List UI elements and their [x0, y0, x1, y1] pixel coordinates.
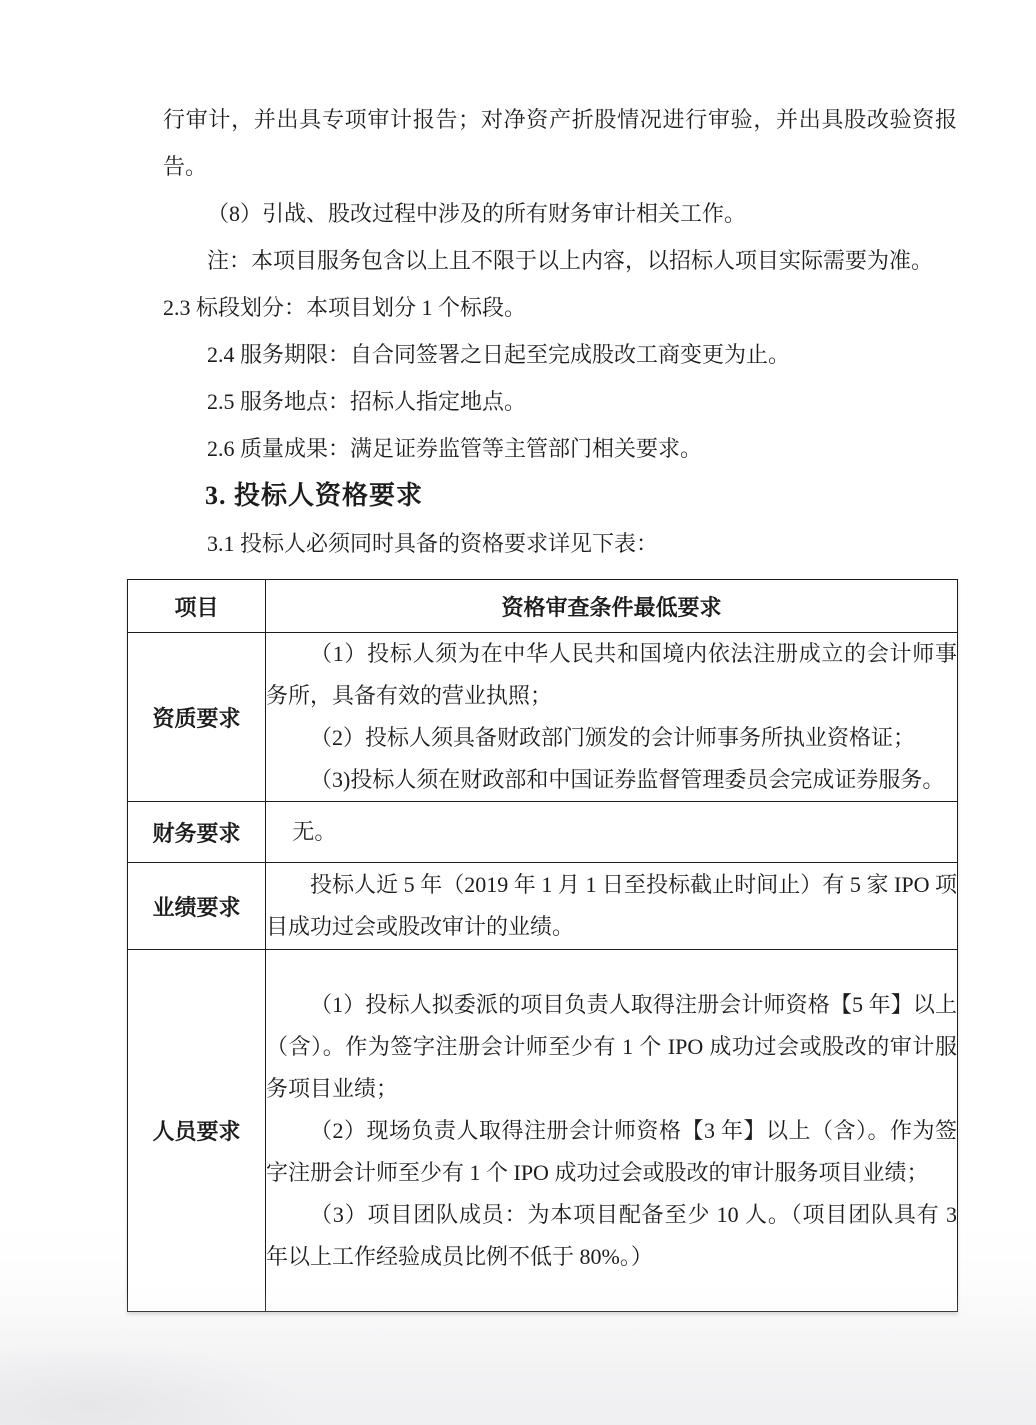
requirement-line: （2）现场负责人取得注册会计师资格【3 年】以上（含）。作为签字注册会计师至少有 1 个 IPO 成功过会或股改的审计服务项目业绩；: [266, 1117, 957, 1185]
paragraph-2-4: 2.4 服务期限：自合同签署之日起至完成股改工商变更为止。: [207, 342, 791, 367]
row-label-finance: 财务要求: [128, 802, 266, 863]
paragraph-2-3: 2.3 标段划分：本项目划分 1 个标段。: [163, 295, 527, 320]
paragraph-continuation: 行审计，并出具专项审计报告；对净资产折股情况进行审验，并出具股改验资报告。: [163, 107, 957, 179]
requirement-line: 投标人近 5 年（2019 年 1 月 1 日至投标截止时间止）有 5 家 IPO 项目成功过会或股改审计的业绩。: [266, 872, 957, 939]
requirement-line: （1）投标人须为在中华人民共和国境内依法注册成立的会计师事务所，具备有效的营业执照；: [266, 641, 957, 708]
table-row-finance: [128, 802, 958, 863]
table-row-personnel: [128, 950, 958, 1312]
requirement-line: （1）投标人拟委派的项目负责人取得注册会计师资格【5 年】以上（含）。作为签字注册会计师至少有 1 个 IPO 成功过会或股改的审计服务项目业绩；: [266, 991, 957, 1101]
requirement-line: （2）投标人须具备财政部门颁发的会计师事务所执业资格证；: [310, 725, 916, 750]
paragraph-2-6: 2.6 质量成果：满足证券监管等主管部门相关要求。: [207, 436, 703, 461]
row-content-personnel: [266, 950, 958, 1312]
table-intro: 3.1 投标人必须同时具备的资格要求详见下表：: [207, 531, 659, 556]
body-text-block: [163, 96, 957, 567]
qualification-table: [127, 579, 958, 1312]
section-heading: 3. 投标人资格要求: [205, 481, 424, 510]
row-label-quality: 资质要求: [128, 633, 266, 802]
column-header-requirement: 资格审查条件最低要求: [266, 580, 958, 633]
requirement-line: 无。: [292, 819, 337, 844]
row-content-quality: [266, 633, 958, 802]
row-content-track-record: [266, 863, 958, 950]
table-header-row: [128, 580, 958, 633]
row-content-finance: [266, 802, 958, 863]
paragraph-note: 注：本项目服务包含以上且不限于以上内容，以招标人项目实际需要为准。: [207, 248, 934, 273]
paragraph-2-5: 2.5 服务地点：招标人指定地点。: [207, 389, 527, 414]
paragraph-item-8: （8）引战、股改过程中涉及的所有财务审计相关工作。: [207, 201, 747, 226]
table-row-track-record: [128, 863, 958, 950]
requirement-line: （3)投标人须在财政部和中国证券监督管理委员会完成证券服务。: [310, 767, 945, 792]
row-label-personnel: 人员要求: [128, 950, 266, 1312]
row-label-track-record: 业绩要求: [128, 863, 266, 950]
table-row-quality: [128, 633, 958, 802]
requirement-line: （3）项目团队成员：为本项目配备至少 10 人。（项目团队具有 3 年以上工作经验成员比例不低于 80%。）: [266, 1201, 957, 1269]
column-header-item: 项目: [128, 580, 266, 633]
